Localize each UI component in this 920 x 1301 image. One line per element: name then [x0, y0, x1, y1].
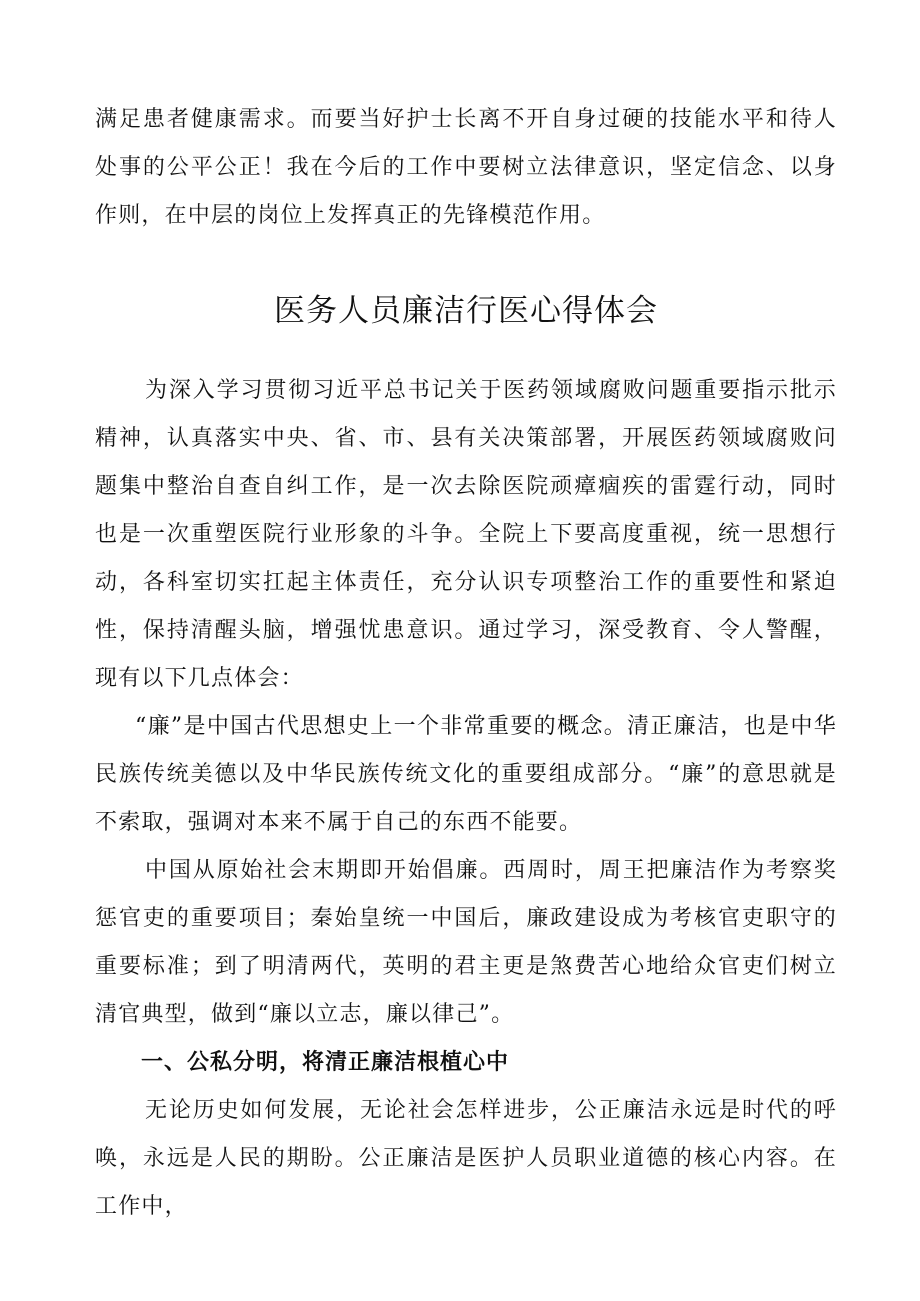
document-page	[95, 96, 837, 1231]
intro-paragraph: 满足患者健康需求。而要当好护士长离不开自身过硬的技能水平和待人处事的公平公正！我在今后的工作中要树立法律意识，坚定信念、以身作则，在中层的岗位上发挥真正的先锋模范作用。	[95, 107, 837, 228]
body-paragraph-1: 为深入学习贯彻习近平总书记关于医药领域腐败问题重要指示批示精神，认真落实中央、省、市、县有关决策部署，开展医药领域腐败问题集中整治自查自纠工作，是一次去除医院顽瘴痼疾的雷霆行动，同时也是一次重塑医院行业形象的斗争。全院上下要高度重视，统一思想行动，各科室切实扛起主体责任，充分认识专项整治工作的重要性和紧迫性，保持清醒头脑，增强忧患意识。通过学习，深受教育、令人警醒，现有以下几点体会：	[95, 378, 837, 691]
document-title: 医务人员廉洁行医心得体会	[274, 293, 658, 329]
body-paragraph-3: 中国从原始社会末期即开始倡廉。西周时，周王把廉洁作为考察奖惩官吏的重要项目；秦始皇统一中国后，廉政建设成为考核官吏职守的重要标准；到了明清两代，英明的君主更是煞费苦心地给众官吏们树立清官典型，做到“廉以立志，廉以律己”。	[95, 858, 837, 1027]
section-paragraph: 无论历史如何发展，无论社会怎样进步，公正廉洁永远是时代的呼唤，永远是人民的期盼。公正廉洁是医护人员职业道德的核心内容。在工作中，	[95, 1098, 837, 1219]
section-heading: 一、公私分明，将清正廉洁根植心中	[141, 1050, 510, 1075]
body-paragraph-2: “廉”是中国古代思想史上一个非常重要的概念。清正廉洁，也是中华民族传统美德以及中华民族传统文化的重要组成部分。“廉”的意思就是不索取，强调对本来不属于自己的东西不能要。	[95, 714, 837, 835]
